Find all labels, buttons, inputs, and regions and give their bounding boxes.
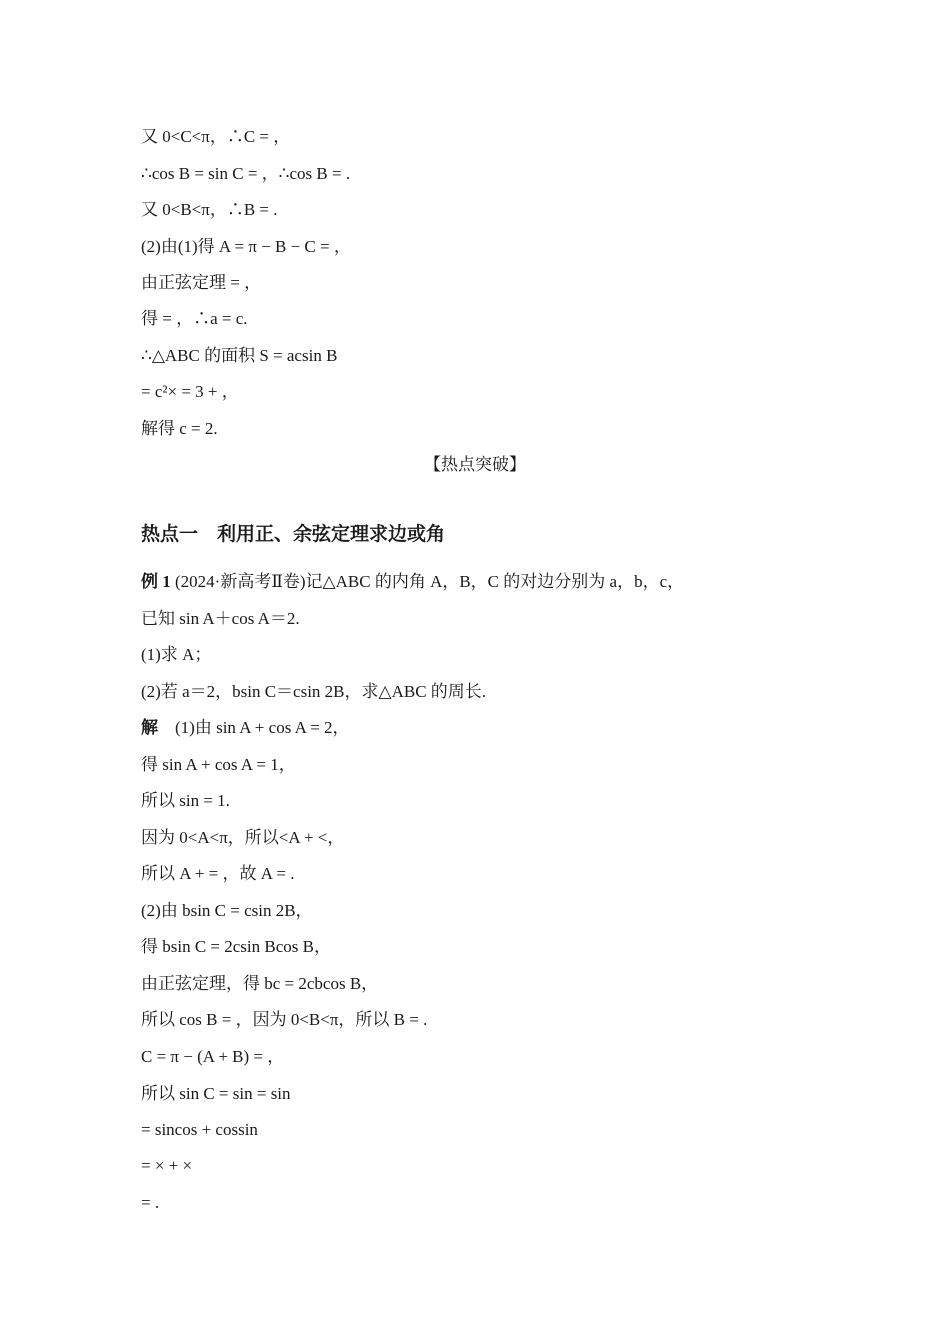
- text-line: ∴cos B = sin C = ，∴cos B = .: [141, 164, 351, 183]
- text-line: (2)由(1)得 A = π − B − C = ，: [141, 237, 351, 256]
- text-line: 解得 c = 2.: [141, 419, 218, 438]
- solution-line: 由正弦定理，得 bc = 2cbcos B，: [141, 974, 379, 993]
- example-line: 已知 sin A＋cos A＝2.: [141, 609, 300, 628]
- example-line: [141, 571, 684, 593]
- section-label: 【热点突破】: [424, 455, 526, 474]
- solution-line: 得 bsin C = 2csin Bcos B，: [141, 937, 331, 956]
- solution-line: C = π − (A + B) = ，: [141, 1047, 285, 1066]
- section-heading: 热点一 利用正、余弦定理求边或角: [141, 523, 446, 545]
- solution-line: = sincos + cossin: [141, 1120, 258, 1139]
- solution-line: (2)由 bsin C = csin 2B，: [141, 901, 313, 920]
- example-label: 例 1: [141, 572, 171, 591]
- text-line: 得 = ，∴a = c.: [141, 309, 248, 328]
- solution-line: = .: [141, 1193, 160, 1212]
- text-line: 由正弦定理 = ，: [141, 273, 262, 292]
- solution-line: 所以 sin C = sin = sin: [141, 1084, 291, 1103]
- question-2: (2)若 a＝2，bsin C＝csin 2B，求△ABC 的周长.: [141, 682, 487, 701]
- solution-line: = × + ×: [141, 1156, 193, 1175]
- text-line: 又 0<C<π，∴C = ，: [141, 127, 291, 146]
- question-1: (1)求 A；: [141, 645, 212, 664]
- text-line: 又 0<B<π，∴B = .: [141, 200, 278, 219]
- solution-line: [141, 717, 350, 739]
- solution-line: 所以 cos B = ，因为 0<B<π，所以 B = .: [141, 1010, 428, 1029]
- solution-line: 因为 0<A<π，所以<A + <，: [141, 828, 345, 847]
- solution-line: 所以 A + = ，故 A = .: [141, 864, 295, 883]
- text-line: = c²× = 3 + ，: [141, 382, 239, 401]
- solution-line: 得 sin A + cos A = 1，: [141, 755, 296, 774]
- solution-line: 所以 sin = 1.: [141, 791, 230, 810]
- text-line: ∴△ABC 的面积 S = acsin B: [141, 346, 338, 365]
- solution-text: (1)由 sin A + cos A = 2，: [158, 718, 350, 737]
- solution-label: 解: [141, 718, 158, 737]
- example-text: (2024·新高考Ⅱ卷)记△ABC 的内角 A，B，C 的对边分别为 a，b，c，: [170, 572, 685, 591]
